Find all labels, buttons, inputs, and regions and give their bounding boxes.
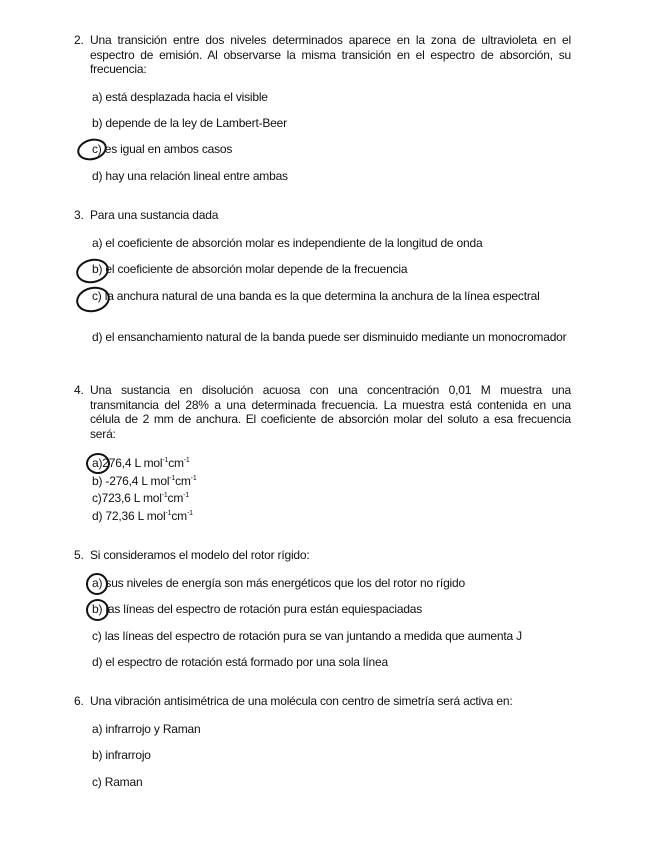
option-prefix: d) xyxy=(92,509,103,523)
q2-option-c[interactable]: c) es igual en ambos casos xyxy=(92,142,233,156)
unit-exponent: -1 xyxy=(169,475,176,482)
question-number: 5. xyxy=(74,548,84,562)
question-6-stem xyxy=(74,694,571,709)
question-number: 6. xyxy=(74,694,84,708)
q5-option-d[interactable]: d) el espectro de rotación está formado por una sola línea xyxy=(92,655,388,669)
unit-exponent: -1 xyxy=(183,457,190,464)
unit-text: cm xyxy=(171,509,187,523)
option-text: c) la anchura natural de una banda es la que determina la anchura de la línea espectral xyxy=(92,289,540,303)
unit-exponent: -1 xyxy=(161,492,168,499)
q4-option-d[interactable] xyxy=(92,509,570,524)
option-prefix: a) xyxy=(92,456,103,470)
unit-exponent: -1 xyxy=(190,475,197,482)
q6-option-c[interactable]: c) Raman xyxy=(92,775,143,789)
question-number: 2. xyxy=(74,33,84,47)
q6-option-a[interactable]: a) infrarrojo y Raman xyxy=(92,722,201,736)
unit-text: L mol xyxy=(134,456,163,470)
option-prefix: c) xyxy=(92,491,102,505)
q4-option-b[interactable] xyxy=(92,474,570,489)
answer-circle-mark xyxy=(86,573,108,595)
option-value: -276,4 xyxy=(105,474,139,488)
question-text: Para una sustancia dada xyxy=(90,208,219,222)
q4-option-c[interactable] xyxy=(92,491,570,506)
q2-option-b[interactable]: b) depende de la ley de Lambert-Beer xyxy=(92,116,287,130)
unit-text: L mol xyxy=(137,509,166,523)
question-number: 3. xyxy=(74,208,84,222)
question-text: Una vibración antisimétrica de una molécula con centro de simetría será activa en: xyxy=(90,694,513,708)
unit-text: L mol xyxy=(133,491,162,505)
q3-option-d[interactable] xyxy=(92,330,570,345)
unit-exponent: -1 xyxy=(162,457,169,464)
option-value: 723,6 xyxy=(101,491,131,505)
question-2-stem xyxy=(74,33,571,77)
question-3-stem xyxy=(74,208,571,223)
unit-text: cm xyxy=(175,474,191,488)
q4-option-a[interactable] xyxy=(92,456,570,471)
q3-option-a[interactable]: a) el coeficiente de absorción molar es independiente de la longitud de onda xyxy=(92,236,483,250)
answer-circle-mark xyxy=(86,453,110,474)
q3-option-b[interactable]: b) el coeficiente de absorción molar depende de la frecuencia xyxy=(92,262,408,276)
option-value: 72,36 xyxy=(105,509,135,523)
q2-option-a[interactable]: a) está desplazada hacia el visible xyxy=(92,90,268,104)
question-text: Una transición entre dos niveles determinados aparece en la zona de ultravioleta en el espectro de emisión. Al observarse la misma transición en el espectro de absorción, su frecuencia: xyxy=(90,33,571,76)
unit-exponent: -1 xyxy=(186,510,193,517)
q6-option-b[interactable]: b) infrarrojo xyxy=(92,748,151,762)
unit-exponent: -1 xyxy=(183,492,189,499)
answer-circle-mark xyxy=(74,256,111,286)
q5-option-b[interactable]: b) las líneas del espectro de rotación pura están equiespaciadas xyxy=(92,602,423,616)
q2-option-d[interactable]: d) hay una relación lineal entre ambas xyxy=(92,169,288,183)
question-text: Una sustancia en disolución acuosa con una concentración 0,01 M muestra una transmitancia del 28% a una determinada frecuencia. La muestra está contenida en una célula de 2 mm de anchura. El coeficiente de absorción molar del soluto a esa frecuencia será: xyxy=(90,383,571,441)
question-4-stem xyxy=(74,383,571,441)
q5-option-a[interactable]: a) sus niveles de energía son más energéticos que los del rotor no rígido xyxy=(92,576,465,590)
unit-exponent: -1 xyxy=(165,510,172,517)
q5-option-c[interactable]: c) las líneas del espectro de rotación pura se van juntando a medida que aumenta J xyxy=(92,629,522,643)
question-number: 4. xyxy=(74,383,84,397)
unit-text: L mol xyxy=(141,474,170,488)
question-5-stem xyxy=(74,548,571,563)
unit-text: cm xyxy=(167,491,184,505)
answer-circle-mark xyxy=(86,599,109,621)
q3-option-c[interactable] xyxy=(92,289,570,304)
option-value: 276,4 xyxy=(102,456,132,470)
answer-circle-mark xyxy=(75,136,109,164)
option-prefix: b) xyxy=(92,474,103,488)
option-text: d) el ensanchamiento natural de la banda puede ser disminuido mediante un monocromador xyxy=(92,330,567,344)
question-text: Si consideramos el modelo del rotor rígido: xyxy=(90,548,310,562)
unit-text: cm xyxy=(168,456,184,470)
